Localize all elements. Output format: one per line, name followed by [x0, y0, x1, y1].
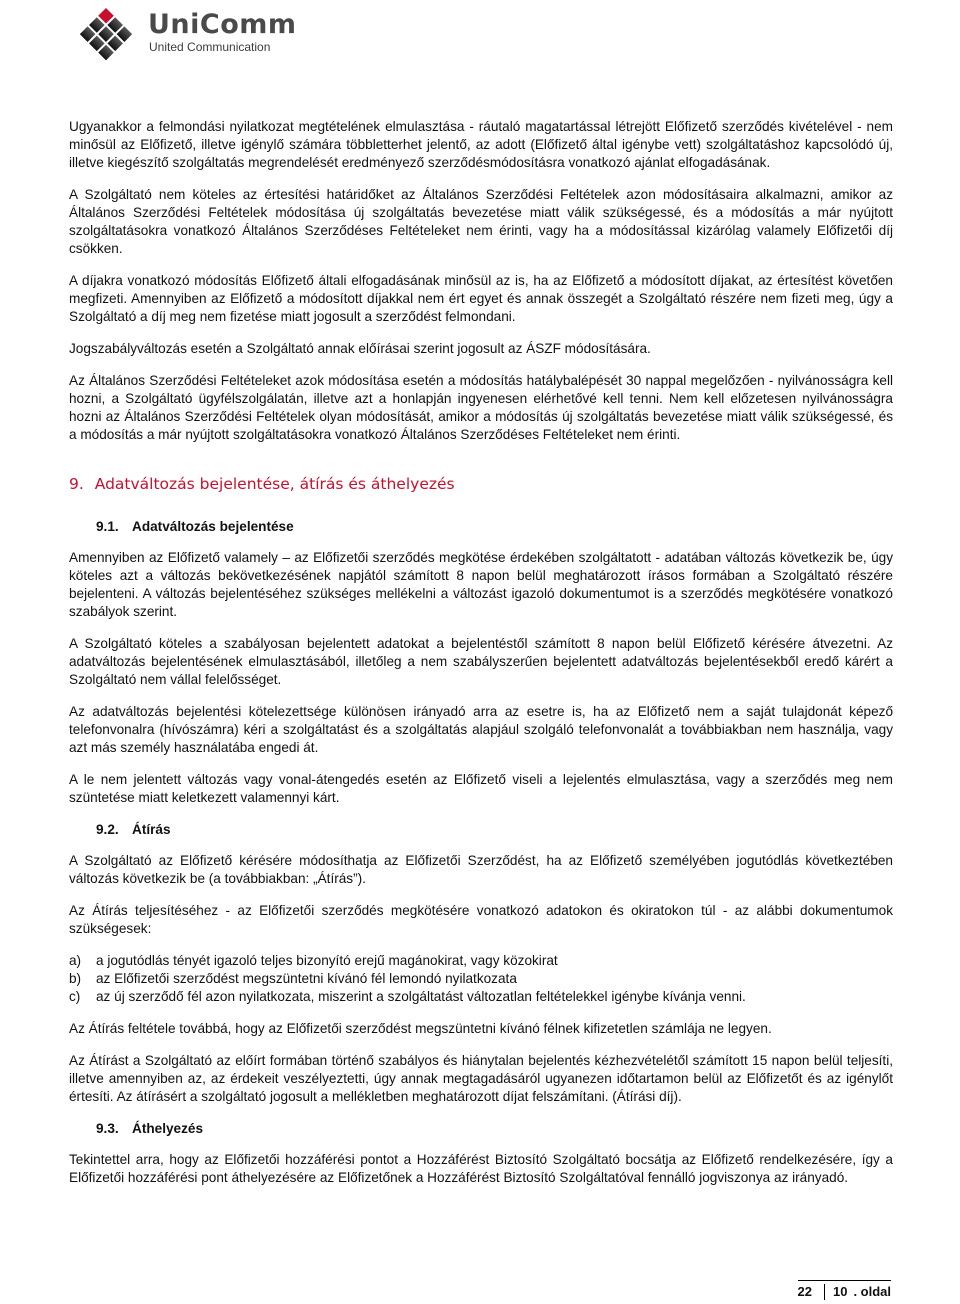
- footer-rule: [798, 1280, 892, 1281]
- paragraph: A Szolgáltató köteles a szabályosan bejelentett adatokat a bejelentéstől számított 8 napon belül Előfizető kérésére átvezetni. Az adatváltozás bejelentésének elmulasztásából, illetőleg a nem szabályszerűen bejelentett adatváltozás bejelentésekből eredő kárért a Szolgáltató nem vállal felelősséget.: [69, 636, 893, 687]
- list-item-text: az Előfizetői szerződést megszüntetni kívánó fél lemondó nyilatkozata: [96, 971, 517, 986]
- paragraph: Ugyanakkor a felmondási nyilatkozat megtételének elmulasztása - ráutaló magatartással létrejött Előfizető szerződés kivételével - nem minősül az Előfizető, illetve igénylő számára többletterhet jelentő, az adott (Előfizető által igénybe vett) szolgáltatáshoz kapcsolódó új, illetve kiegészítő szolgáltatás megrendelését eredményező szerződésmódosításra vonatkozó ajánlat elfogadásának.: [69, 119, 893, 170]
- paragraph: A Szolgáltató az Előfizető kérésére módosíthatja az Előfizetői Szerződést, ha az Előfizető személyében jogutódlás következtében változás következik be (a továbbiakban: „Átírás”).: [69, 853, 893, 886]
- subsection-number: 9.1.: [96, 519, 119, 534]
- list-marker: c): [69, 989, 81, 1004]
- list-item: [69, 988, 893, 1006]
- list-item-text: az új szerződő fél azon nyilatkozata, miszerint a szolgáltatást változatlan feltételekkel igénybe kívánja venni.: [96, 989, 746, 1004]
- section-number: 9.: [69, 475, 84, 493]
- document-list: [69, 952, 893, 1006]
- subsection-heading: [96, 518, 893, 536]
- subsection-heading: [96, 821, 893, 839]
- paragraph: Az Átírás teljesítéséhez - az Előfizetői szerződés megkötésére vonatkozó adatokon és okiratokon túl - az alábbi dokumentumok szükségesek:: [69, 903, 893, 936]
- company-logo: [68, 4, 297, 64]
- subsection-number: 9.3.: [96, 1121, 119, 1136]
- list-marker: a): [69, 953, 82, 968]
- list-item: [69, 970, 893, 988]
- subsection-title: Áthelyezés: [132, 1121, 204, 1136]
- paragraph: Az Átírás feltétele továbbá, hogy az Előfizetői szerződést megszüntetni kívánó félnek kifizetetlen számlája ne legyen.: [69, 1021, 772, 1036]
- list-item-text: a jogutódlás tényét igazoló teljes bizonyító erejű magánokirat, vagy közokirat: [96, 953, 558, 968]
- logo-subtitle: United Communication: [149, 40, 271, 54]
- paragraph: Az Átírást a Szolgáltató az előírt formában történő szabályos és hiánytalan bejelentés kézhezvételétől számított 15 napon belül teljesíti, illetve amennyiben az, az érdekeit veszélyeztetti, úgy annak megtagadásáról ugyanezen időtartamon belül az Előfizetőt és az igénylőt értesíti. Az átírásért a szolgáltató jogosult a mellékletben meghatározott díjat felszámítani. (Átírási díj).: [69, 1053, 893, 1104]
- list-marker: b): [69, 971, 82, 986]
- subsection-heading: [96, 1120, 893, 1138]
- paragraph: Amennyiben az Előfizető valamely – az Előfizetői szerződés megkötése érdekében szolgáltatott - adatában változás következik be, úgy köteles azt a változás bekövetkezésének napjától számított 8 napon belül meghatározott írásos formában a Szolgáltató részére bejelenteni. A változás bejelentéséhez szükséges mellékelni a változást igazoló dokumentumot is a szerződés megkötésére vonatkozó szabályok szerint.: [69, 550, 893, 619]
- page-number: 22: [798, 1284, 825, 1300]
- logo-cubes-icon: [68, 4, 144, 64]
- paragraph: A Szolgáltató nem köteles az értesítési határidőket az Általános Szerződési Feltételek azon módosításaira alkalmazni, amikor az Általános Szerződési Feltételek módosítása új szolgáltatás bevezetése miatt válik szükségessé, és a módosítás a már nyújtott szolgáltatásokra vonatkozó Általános Szerződéses Feltételeket nem érinti, vagy ha a módosítással kizárólag valamely Előfizetői díj csökken.: [69, 187, 893, 256]
- subsection-number: 9.2.: [96, 822, 119, 837]
- page-total: 10: [832, 1284, 848, 1299]
- section-heading: [69, 474, 893, 494]
- paragraph: Tekintettel arra, hogy az Előfizetői hozzáférési pontot a Hozzáférést Biztosító Szolgáltató bocsátja az Előfizető rendelkezésére, így a Előfizetői hozzáférési pont áthelyezésére az Előfizetőnek a Hozzáférést Biztosító Szolgáltatóval fennálló jogviszonya az irányadó.: [69, 1152, 893, 1185]
- document-body: [69, 118, 893, 1201]
- paragraph: Az Általános Szerződési Feltételeket azok módosítása esetén a módosítás hatálybalépését 30 nappal megelőzően - nyilvánosságra kell hozni, a Szolgáltató ügyfélszolgálatán, illetve azt a honlapján ingyenesen elérhetővé kell tenni. Nem kell előzetesen nyilvánosságra hozni az Általános Szerződési Feltételek olyan módosítását, amikor a módosítás új szolgáltatás bevezetése miatt válik szükségessé, és a módosítás a már nyújtott szolgáltatásokra vonatkozó Általános Szerződéses Feltételeket nem érinti.: [69, 373, 893, 442]
- list-item: [69, 952, 893, 970]
- paragraph: A díjakra vonatkozó módosítás Előfizető általi elfogadásának minősül az is, ha az Előfizető a módosított díjakat, az értesítést követően megfizeti. Amennyiben az Előfizető a módosított díjakkal nem ért egyet és annak összegét a Szolgáltató részére nem fizeti meg, úgy a Szolgáltató a díj meg nem fizetése miatt jogosult a szerződést felmondani.: [69, 273, 893, 324]
- paragraph: Az adatváltozás bejelentési kötelezettsége különösen irányadó arra az esetre is, ha az Előfizető nem a saját tulajdonát képező telefonvonalra (hívószámra) kéri a szolgáltatást és a szolgáltatás alapjául szolgáló telefonvonalát a továbbiakban nem használja, vagy azt más személy használatába engedi át.: [69, 704, 893, 755]
- subsection-title: Adatváltozás bejelentése: [132, 519, 294, 534]
- paragraph: Jogszabályváltozás esetén a Szolgáltató annak előírásai szerint jogosult az ÁSZF módosítására.: [69, 341, 651, 356]
- page-footer: [798, 1284, 892, 1300]
- paragraph: A le nem jelentett változás vagy vonal-átengedés esetén az Előfizető viseli a lejelentés elmulasztása, vagy a szerződés meg nem szüntetése miatt keletkezett valamennyi kárt.: [69, 772, 893, 805]
- subsection-title: Átírás: [132, 822, 171, 837]
- section-title: Adatváltozás bejelentése, átírás és áthelyezés: [94, 475, 455, 493]
- page-suffix: . oldal: [853, 1284, 891, 1299]
- logo-title: UniComm: [148, 9, 297, 40]
